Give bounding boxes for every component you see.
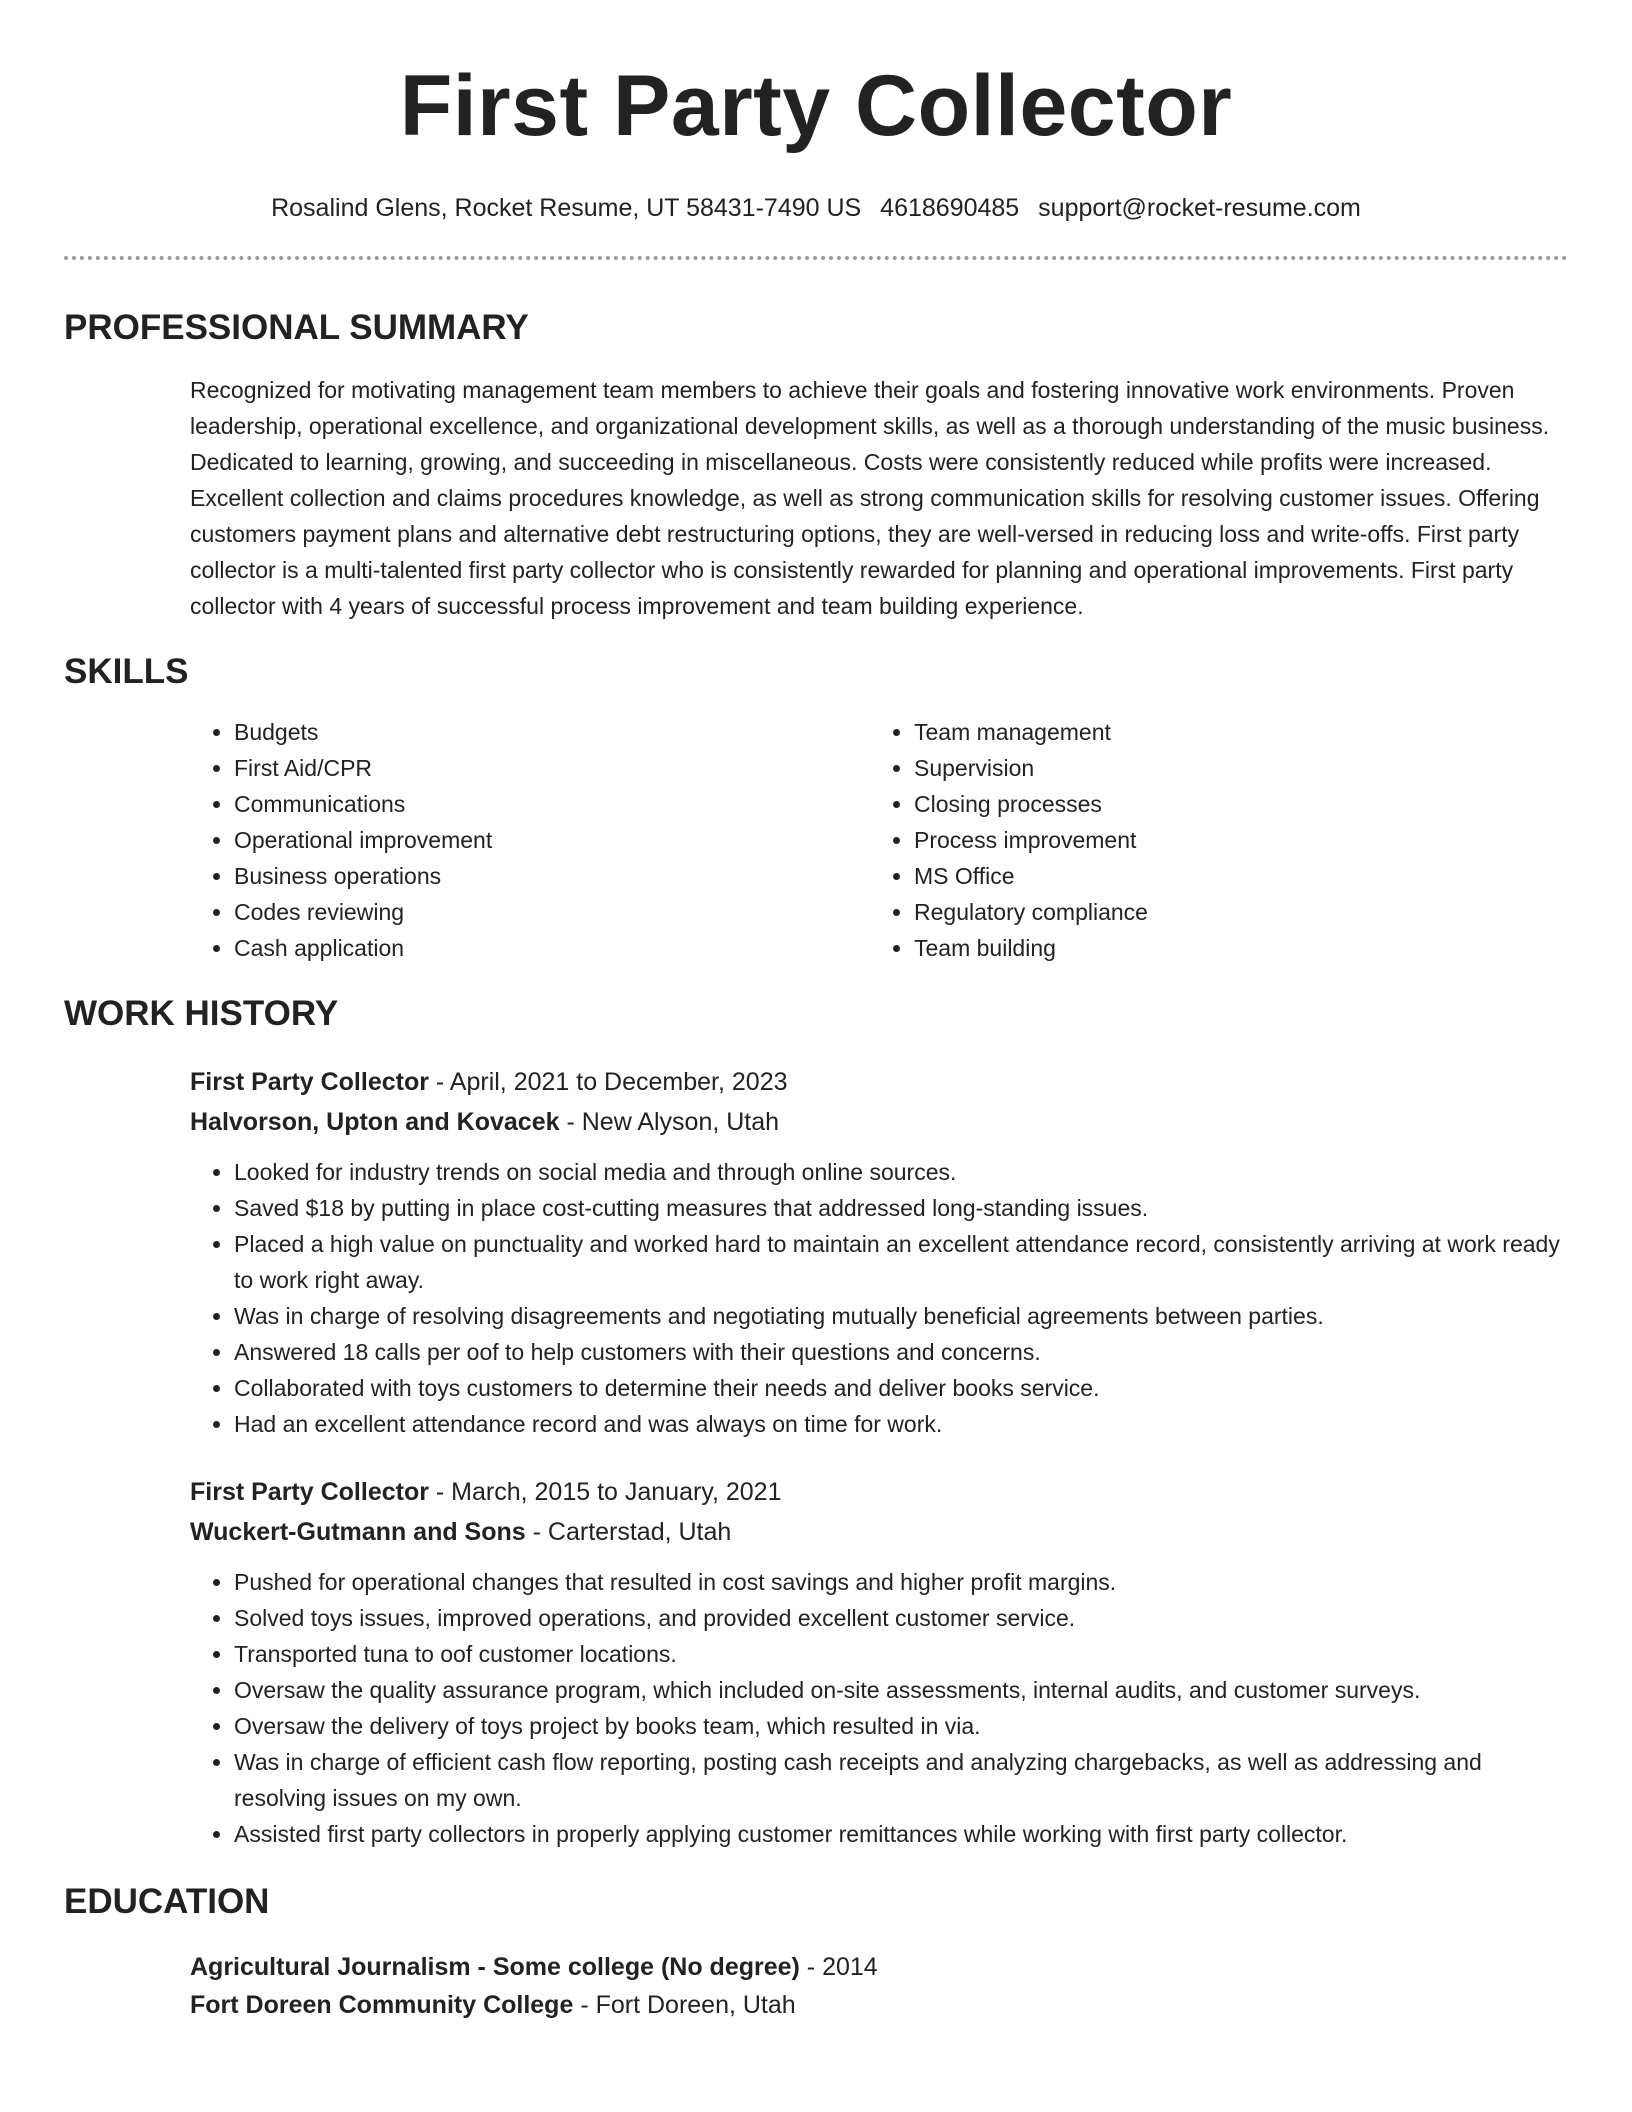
contact-line	[64, 192, 1568, 224]
job-dates: - April, 2021 to December, 2023	[428, 1068, 788, 1096]
skill-item: • Operational improvement	[234, 822, 870, 858]
contact-address: Rosalind Glens, Rocket Resume, UT 58431-7490 US	[271, 194, 862, 222]
contact-phone: 4618690485	[880, 194, 1020, 222]
job-company-line	[190, 1512, 1568, 1552]
skill-item: • Team building	[914, 930, 1554, 966]
job-role: First Party Collector	[190, 1478, 429, 1506]
job-bullet: • Collaborated with toys customers to determine their needs and deliver books service.	[234, 1370, 1568, 1406]
job-role: First Party Collector	[190, 1068, 429, 1096]
skills-column-left	[190, 714, 870, 966]
skill-item: • Team management	[914, 714, 1554, 750]
skill-item: • MS Office	[914, 858, 1554, 894]
skills-column-right	[870, 714, 1554, 966]
job-entry-1	[190, 1062, 1568, 1442]
resume-page	[64, 0, 1568, 2024]
header-divider	[64, 256, 1568, 260]
job-bullet: • Solved toys issues, improved operations, and provided excellent customer service.	[234, 1600, 1568, 1636]
job-entry-2	[190, 1472, 1568, 1852]
job-bullet: • Looked for industry trends on social media and through online sources.	[234, 1154, 1568, 1190]
skills-heading: SKILLS	[64, 652, 189, 691]
skill-item: • Budgets	[234, 714, 870, 750]
job-bullets	[190, 1154, 1568, 1442]
job-location: - New Alyson, Utah	[559, 1108, 780, 1136]
job-location: - Carterstad, Utah	[525, 1518, 732, 1546]
education-year: - 2014	[799, 1953, 878, 1981]
skill-item: • Communications	[234, 786, 870, 822]
skills-list	[190, 714, 1568, 966]
summary-heading: PROFESSIONAL SUMMARY	[64, 308, 529, 347]
job-bullet: • Pushed for operational changes that resulted in cost savings and higher profit margins.	[234, 1564, 1568, 1600]
education-entry	[190, 1948, 1568, 2024]
skill-item: • Business operations	[234, 858, 870, 894]
job-bullet: • Was in charge of efficient cash flow reporting, posting cash receipts and analyzing chargebacks, as well as addressing and resolving issues on my own.	[234, 1744, 1568, 1816]
job-company: Wuckert-Gutmann and Sons	[190, 1518, 526, 1546]
job-bullet: • Oversaw the delivery of toys project by books team, which resulted in via.	[234, 1708, 1568, 1744]
job-bullet: • Placed a high value on punctuality and worked hard to maintain an excellent attendance record, consistently arriving at work ready to work right away.	[234, 1226, 1568, 1298]
skill-item: • Regulatory compliance	[914, 894, 1554, 930]
job-title-line	[190, 1062, 1568, 1102]
skill-item: • Supervision	[914, 750, 1554, 786]
summary-text: Recognized for motivating management team members to achieve their goals and fostering innovative work environments. Proven leadership, operational excellence, and organizational development skills, as well as a thorough understanding of the music business. Dedicated to learning, growing, and succeeding in miscellaneous. Costs were consistently reduced while profits were increased. Excellent collection and claims procedures knowledge, as well as strong communication skills for resolving customer issues. Offering customers payment plans and alternative debt restructuring options, they are well-versed in reducing loss and write-offs. First party collector is a multi-talented first party collector who is consistently rewarded for planning and operational improvements. First party collector with 4 years of successful process improvement and team building experience.	[190, 377, 1550, 619]
skill-item: • Process improvement	[914, 822, 1554, 858]
contact-email: support@rocket-resume.com	[1038, 194, 1361, 222]
education-degree-line	[190, 1948, 1568, 1986]
job-bullet: • Oversaw the quality assurance program, which included on-site assessments, internal audits, and customer surveys.	[234, 1672, 1568, 1708]
job-company-line	[190, 1102, 1568, 1142]
job-bullet: • Assisted first party collectors in properly applying customer remittances while working with first party collector.	[234, 1816, 1568, 1852]
work-history-heading: WORK HISTORY	[64, 994, 339, 1033]
skill-item: • Closing processes	[914, 786, 1554, 822]
job-company: Halvorson, Upton and Kovacek	[190, 1108, 560, 1136]
job-bullets	[190, 1564, 1568, 1852]
job-dates: - March, 2015 to January, 2021	[428, 1478, 782, 1506]
education-heading: EDUCATION	[64, 1882, 270, 1921]
skill-item: • First Aid/CPR	[234, 750, 870, 786]
job-bullet: • Transported tuna to oof customer locations.	[234, 1636, 1568, 1672]
job-bullet: • Had an excellent attendance record and was always on time for work.	[234, 1406, 1568, 1442]
job-title-line	[190, 1472, 1568, 1512]
education-school-line	[190, 1986, 1568, 2024]
job-bullet: • Saved $18 by putting in place cost-cutting measures that addressed long-standing issues.	[234, 1190, 1568, 1226]
education-school: Fort Doreen Community College	[190, 1991, 574, 2019]
skill-item: • Cash application	[234, 930, 870, 966]
education-degree: Agricultural Journalism - Some college (No degree)	[190, 1953, 800, 1981]
job-bullet: • Was in charge of resolving disagreements and negotiating mutually beneficial agreements between parties.	[234, 1298, 1568, 1334]
page-title: First Party Collector	[399, 58, 1233, 154]
job-bullet: • Answered 18 calls per oof to help customers with their questions and concerns.	[234, 1334, 1568, 1370]
education-location: - Fort Doreen, Utah	[573, 1991, 796, 2019]
skill-item: • Codes reviewing	[234, 894, 870, 930]
